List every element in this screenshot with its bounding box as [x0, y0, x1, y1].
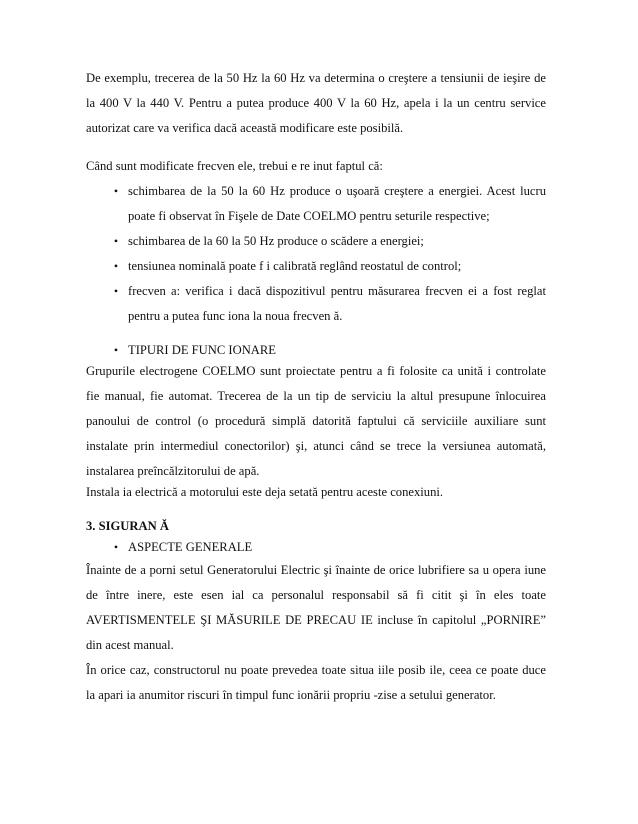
text-line: Grupurile electrogene COELMO sunt proiectate pentru a fi folosite ca unită i controlate [86, 364, 546, 378]
paragraph-safety-warnings [86, 558, 546, 658]
text-line: poate fi observat în Fişele de Date COELMO pentru seturile respective; [128, 209, 490, 223]
paragraph-operating-types [86, 359, 546, 484]
text-line: autorizat care va verifica dacă această modificare este posibilă. [86, 121, 404, 135]
text-line: panoului de control (o procedură simplă datorită faptului că serviciile auxiliare sunt [86, 414, 546, 428]
bullet-icon: • [113, 540, 119, 554]
text-line: Când sunt modificate frecven ele, trebui e re inut faptul că: [86, 159, 383, 173]
list-item [128, 279, 546, 329]
text-line: frecven a: verifica i dacă dispozitivul pentru măsurarea frecven ei a fost reglat [128, 284, 546, 298]
text-line: Înainte de a porni setul Generatorului Electric şi înainte de orice lubrifiere sa u opera iune [86, 563, 546, 577]
bullet-icon: • [113, 184, 119, 198]
text-line: schimbarea de la 50 la 60 Hz produce o uşoară creştere a energiei. Acest lucru [128, 184, 546, 198]
paragraph-frequency-example [86, 66, 546, 141]
section-heading-aspecte [128, 535, 546, 560]
paragraph-frequency-notes [86, 154, 546, 179]
text-line: ASPECTE GENERALE [128, 540, 253, 554]
list-item [128, 254, 546, 279]
text-line: AVERTISMENTELE ŞI MĂSURILE DE PRECAU IE incluse în capitolul „PORNIRE” [86, 613, 546, 627]
text-line: de între inere, este esen ial ca personalul responsabil să fi citit şi în eles toate [86, 588, 546, 602]
text-line: TIPURI DE FUNC IONARE [128, 343, 276, 357]
text-line: pentru a putea func iona la noua frecven ă. [128, 309, 343, 323]
heading-text: 3. SIGURAN Ă [86, 519, 169, 533]
text-line: schimbarea de la 60 la 50 Hz produce o scădere a energiei; [128, 234, 424, 248]
bullet-icon: • [113, 259, 119, 273]
paragraph-risks [86, 658, 546, 708]
bullet-icon: • [113, 234, 119, 248]
text-line: În orice caz, constructorul nu poate prevedea toate situa iile posib ile, ceea ce poate duce [86, 663, 546, 677]
text-line: din acest manual. [86, 638, 174, 652]
text-line: instalate prin intermediul conectorilor) şi, atunci când se trece la versiunea automată, [86, 439, 546, 453]
bullet-icon: • [113, 343, 119, 357]
list-item [128, 229, 546, 254]
text-line: Instala ia electrică a motorului este deja setată pentru aceste conexiuni. [86, 485, 444, 499]
text-line: tensiunea nominală poate f i calibrată reglând reostatul de control; [128, 259, 462, 273]
text-line: la apari ia anumitor riscuri în timpul func ionării propriu -zise a setului generator. [86, 688, 496, 702]
list-item [128, 179, 546, 229]
text-line: la 400 V la 440 V. Pentru a putea produce 400 V la 60 Hz, apela i la un centru service [86, 96, 546, 110]
text-line: instalarea preîncălzitorului de apă. [86, 464, 260, 478]
text-line: fie manual, fie automat. Trecerea de la un tip de serviciu la altul presupune înlocuirea [86, 389, 546, 403]
paragraph-engine-wiring [86, 480, 546, 505]
text-line: De exemplu, trecerea de la 50 Hz la 60 Hz va determina o creştere a tensiunii de ieşire de [86, 71, 546, 85]
bullet-icon: • [113, 284, 119, 298]
